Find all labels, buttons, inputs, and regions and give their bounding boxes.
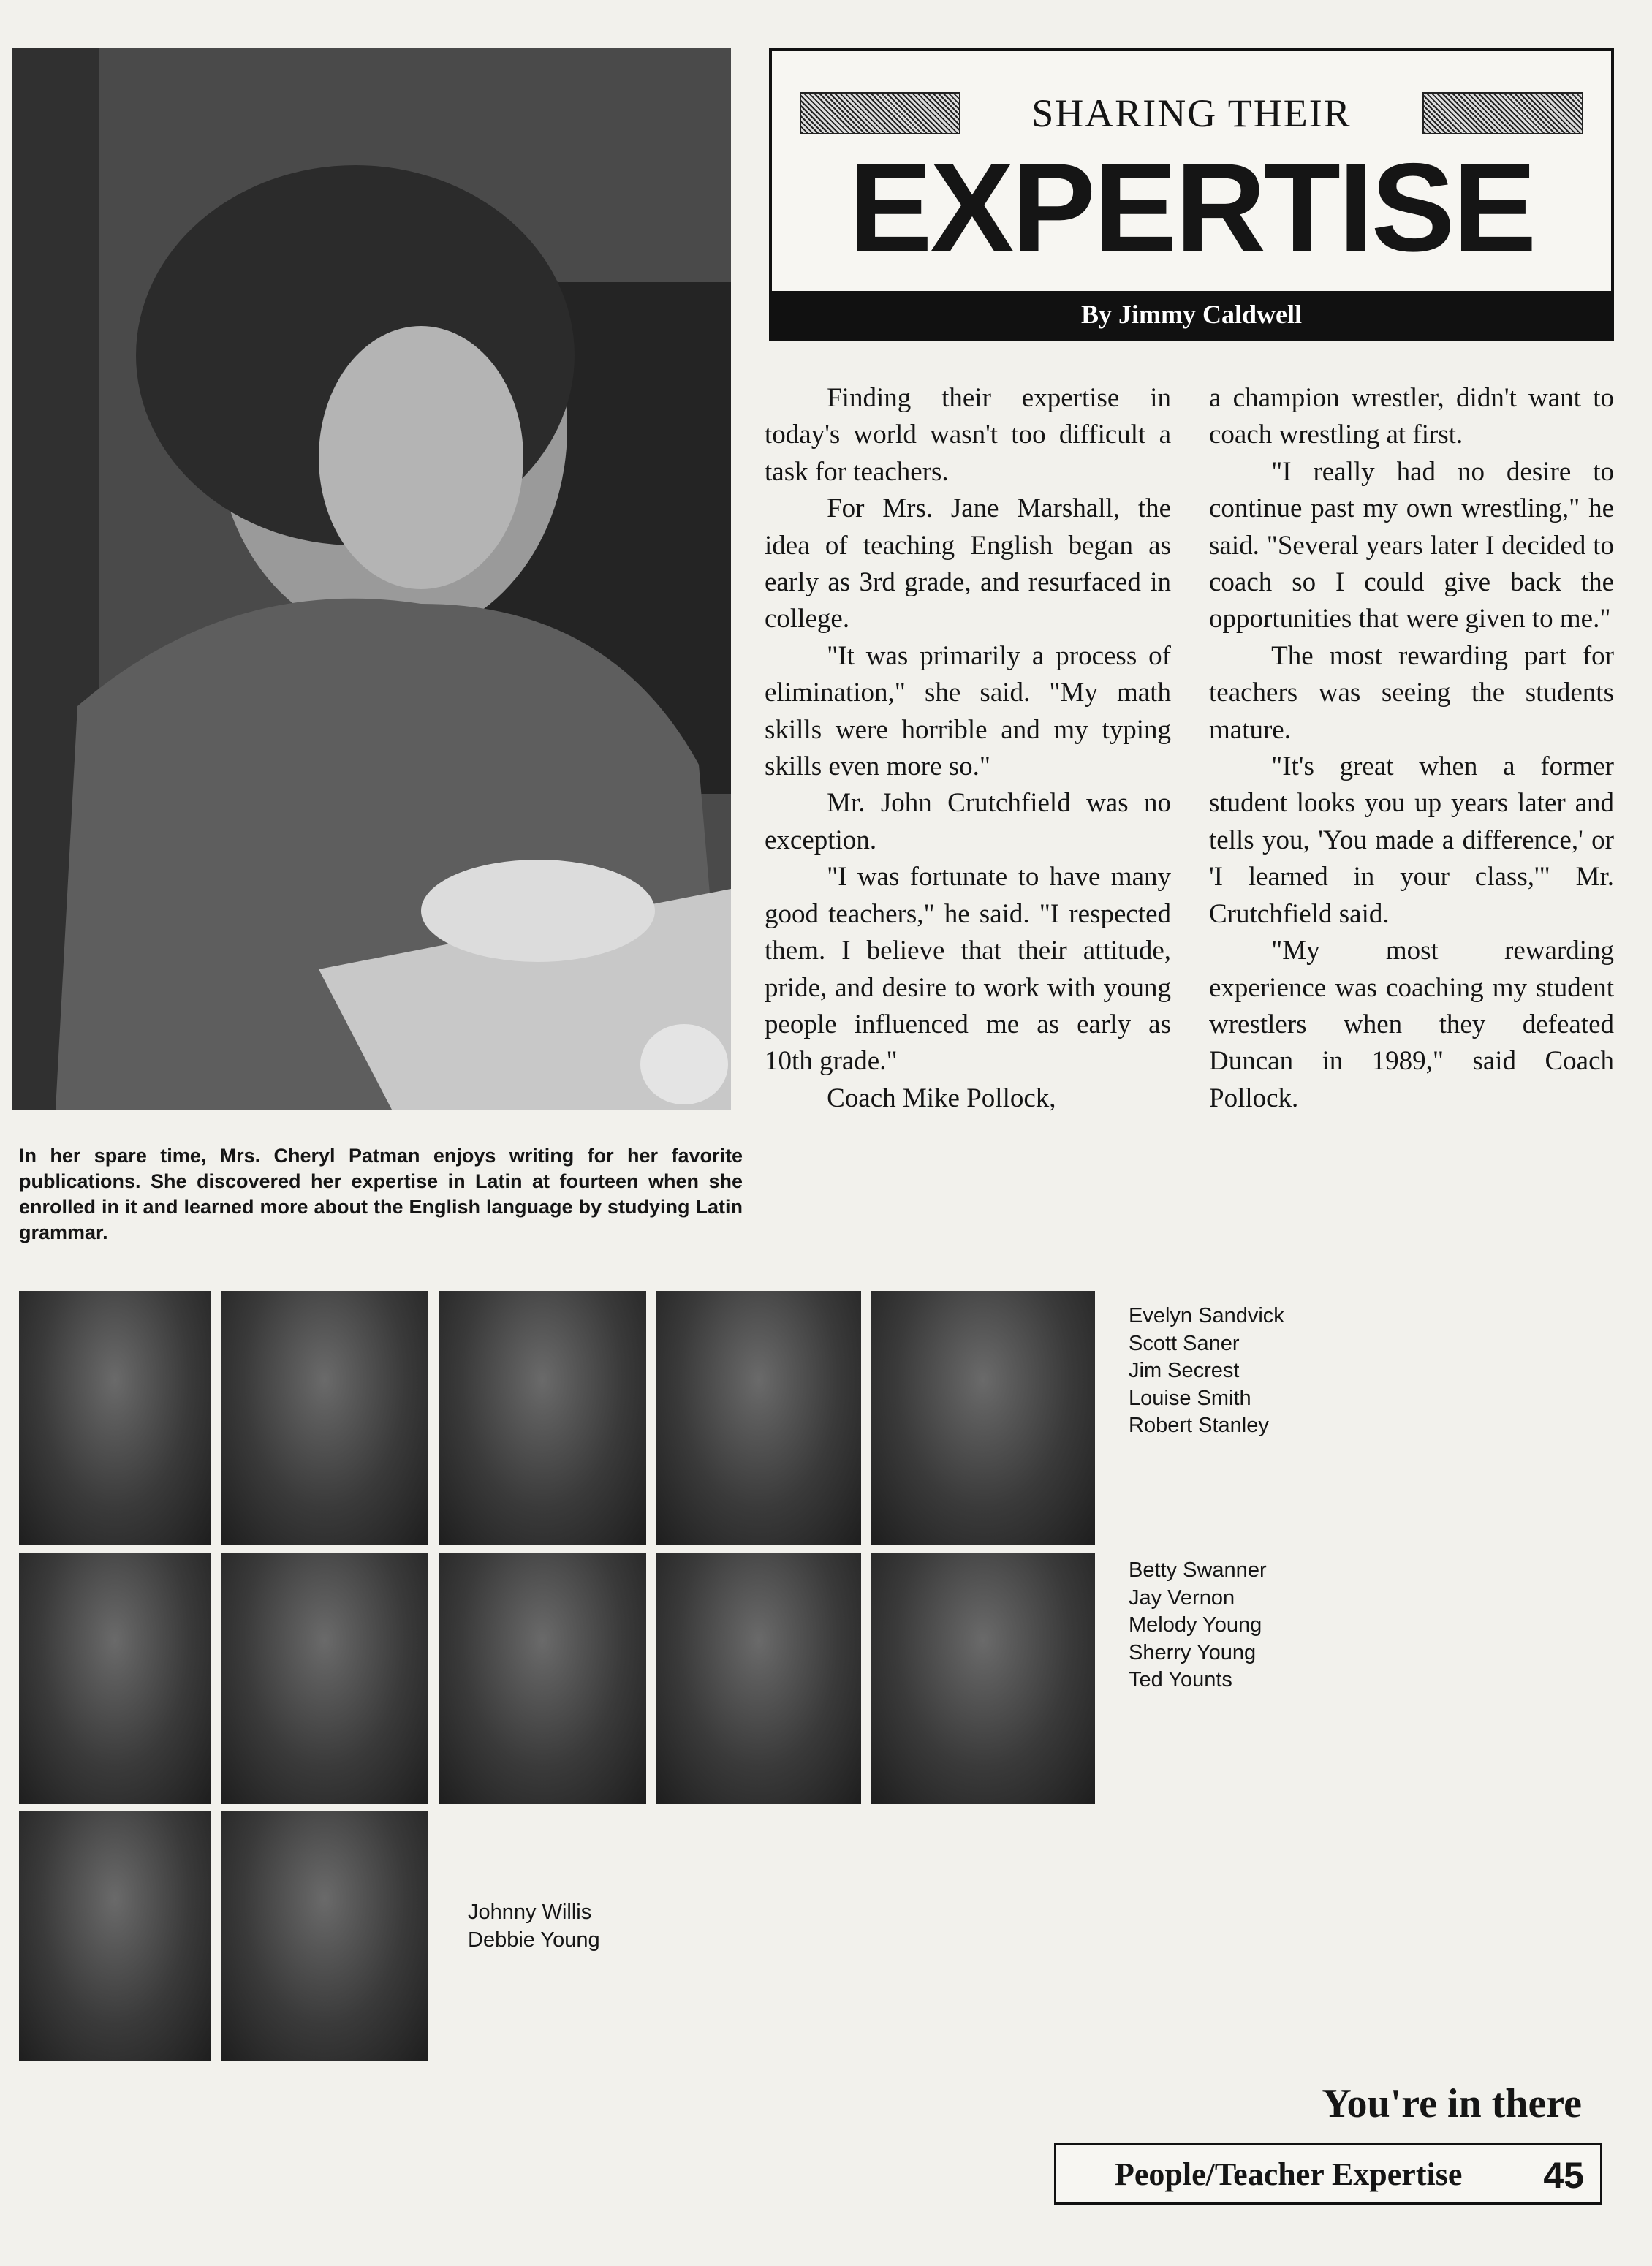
portrait-name: Sherry Young [1129,1640,1257,1664]
article-paragraph: a champion wrestler, didn't want to coach wrestling at first. [1209,383,1614,450]
portrait-name: Scott Saner [1129,1331,1240,1355]
portrait-name: Louise Smith [1129,1386,1251,1410]
page-number: 45 [1543,2155,1584,2196]
portrait-name: Jim Secrest [1129,1359,1240,1382]
article-paragraph: For Mrs. Jane Marshall, the idea of teaching English began as early as 3rd grade, and resurfaced in college. [765,493,1171,634]
portrait-name: Betty Swanner [1129,1558,1267,1582]
portrait-photo [439,1553,646,1804]
portrait-names-row-3 [468,1899,600,1954]
portrait-name: Johnny Willis [468,1901,592,1924]
feature-photo [12,48,731,1110]
portrait-names-row-1 [1129,1303,1284,1440]
headline-box [769,48,1614,341]
article-paragraph: Coach Mike Pollock, [827,1083,1056,1113]
article-column-1 [765,380,1171,1117]
portrait-names-row-2 [1129,1557,1267,1694]
folio-box [1054,2143,1602,2205]
article-paragraph: "My most rewarding experience was coaching my student wrestlers when they defeated Duncan in 1989," said Coach Pollock. [1209,936,1614,1113]
portrait-name: Melody Young [1129,1613,1262,1637]
portrait-photo [221,1553,428,1804]
folio-section: People/Teacher Expertise [1115,2156,1463,2192]
portrait-name: Jay Vernon [1129,1585,1235,1610]
article-paragraph: "It's great when a former student looks you up years later and tells you, 'You made a difference,' or 'I learned in your class,'" Mr. Crutchfield said. [1209,751,1614,929]
portrait-photo [656,1291,861,1545]
article-paragraph: "It was primarily a process of elimination," she said. "My math skills were horrible and my typing skills even more so." [765,640,1171,782]
portrait-photo [19,1291,211,1545]
portrait-name: Ted Younts [1129,1668,1232,1691]
portrait-photo [19,1811,211,2061]
portrait-photo [656,1553,861,1804]
article-column-2 [1209,380,1614,1117]
portrait-photo [871,1291,1095,1545]
byline: By Jimmy Caldwell [772,291,1611,338]
article-paragraph: Finding their expertise in today's world wasn't too difficult a task for teachers. [765,383,1171,487]
portrait-photo [439,1291,646,1545]
portrait-photo [19,1553,211,1804]
article-paragraph: The most rewarding part for teachers was seeing the students mature. [1209,640,1614,745]
portrait-name: Debbie Young [468,1928,600,1952]
headline-title: EXPERTISE [848,137,1535,278]
article-paragraph: "I was fortunate to have many good teachers," he said. "I respected them. I believe that their attitude, pride, and desire to work with young people influenced me as early as 10th grade." [765,862,1171,1077]
headline-kicker: SHARING THEIR [1031,91,1352,135]
portrait-photo [221,1291,428,1545]
photo-caption: In her spare time, Mrs. Cheryl Patman enjoys writing for her favorite publications. She discovered her expertise in Latin at fourteen when she enrolled in it and learned more about the English language by studying Latin grammar. [19,1145,743,1243]
portrait-photo [871,1553,1095,1804]
page-tagline: You're in there [1322,2081,1582,2126]
portrait-photo [221,1811,428,2061]
article-paragraph: Mr. John Crutchfield was no exception. [765,788,1171,855]
article-paragraph: "I really had no desire to continue past my own wrestling," he said. "Several years later I decided to coach so I could give back the opportunities that were given to me." [1209,456,1614,634]
portrait-name: Robert Stanley [1129,1414,1269,1437]
portrait-name: Evelyn Sandvick [1129,1304,1284,1327]
